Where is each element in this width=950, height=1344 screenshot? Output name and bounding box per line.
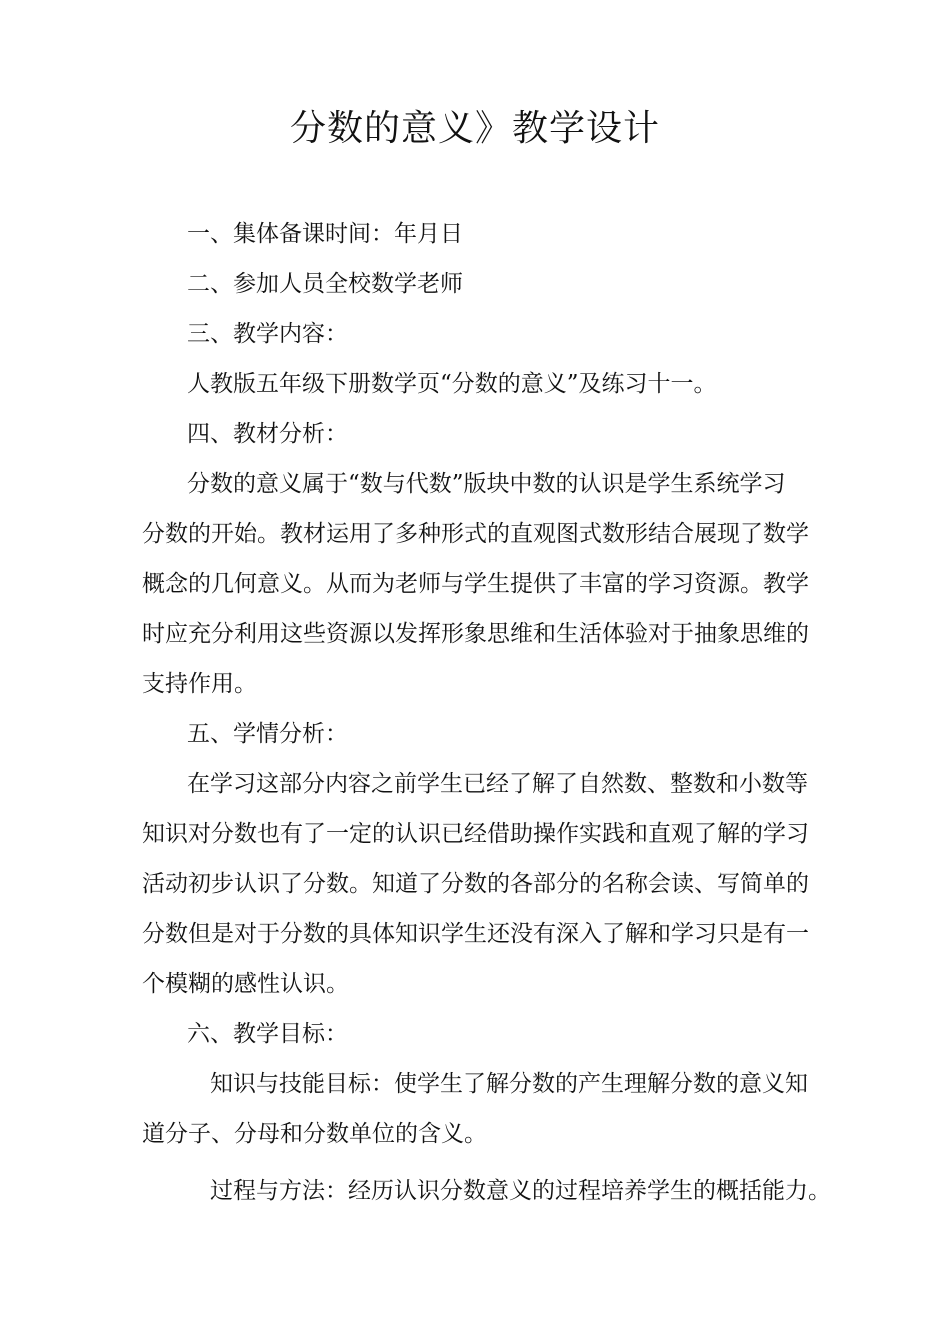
document-title: 分数的意义》教学设计: [289, 108, 660, 149]
section-2-heading: 二、参加人员全校数学老师: [187, 271, 463, 297]
section-3-heading: 三、教学内容：: [187, 321, 348, 347]
section-5-heading: 五、学情分析：: [187, 721, 348, 747]
paragraph-line: 个模糊的感性认识。: [142, 971, 349, 997]
paragraph-line: 活动初步认识了分数。知道了分数的各部分的名称会读、写简单的: [142, 871, 809, 897]
section-6-heading: 六、教学目标：: [187, 1021, 348, 1047]
paragraph-line: 分数但是对于分数的具体知识学生还没有深入了解和学习只是有一: [142, 921, 809, 947]
paragraph-line: 时应充分利用这些资源以发挥形象思维和生活体验对于抽象思维的: [142, 621, 809, 647]
section-1-heading: 一、集体备课时间：年月日: [187, 221, 463, 247]
paragraph-line: 知识与技能目标：使学生了解分数的产生理解分数的意义知: [210, 1071, 808, 1097]
paragraph-line: 概念的几何意义。从而为老师与学生提供了丰富的学习资源。教学: [142, 571, 809, 597]
paragraph-line: 过程与方法：经历认识分数意义的过程培养学生的概括能力。: [210, 1178, 831, 1204]
paragraph-line: 支持作用。: [142, 671, 257, 697]
paragraph-line: 人教版五年级下册数学页“分数的意义”及练习十一。: [187, 371, 717, 397]
paragraph-line: 知识对分数也有了一定的认识已经借助操作实践和直观了解的学习: [142, 821, 809, 847]
paragraph-line: 分数的开始。教材运用了多种形式的直观图式数形结合展现了数学: [142, 521, 809, 547]
paragraph-line: 分数的意义属于“数与代数”版块中数的认识是学生系统学习: [187, 471, 786, 497]
paragraph-line: 道分子、分母和分数单位的含义。: [142, 1121, 487, 1147]
section-4-heading: 四、教材分析：: [187, 421, 348, 447]
paragraph-line: 在学习这部分内容之前学生已经了解了自然数、整数和小数等: [187, 771, 808, 797]
